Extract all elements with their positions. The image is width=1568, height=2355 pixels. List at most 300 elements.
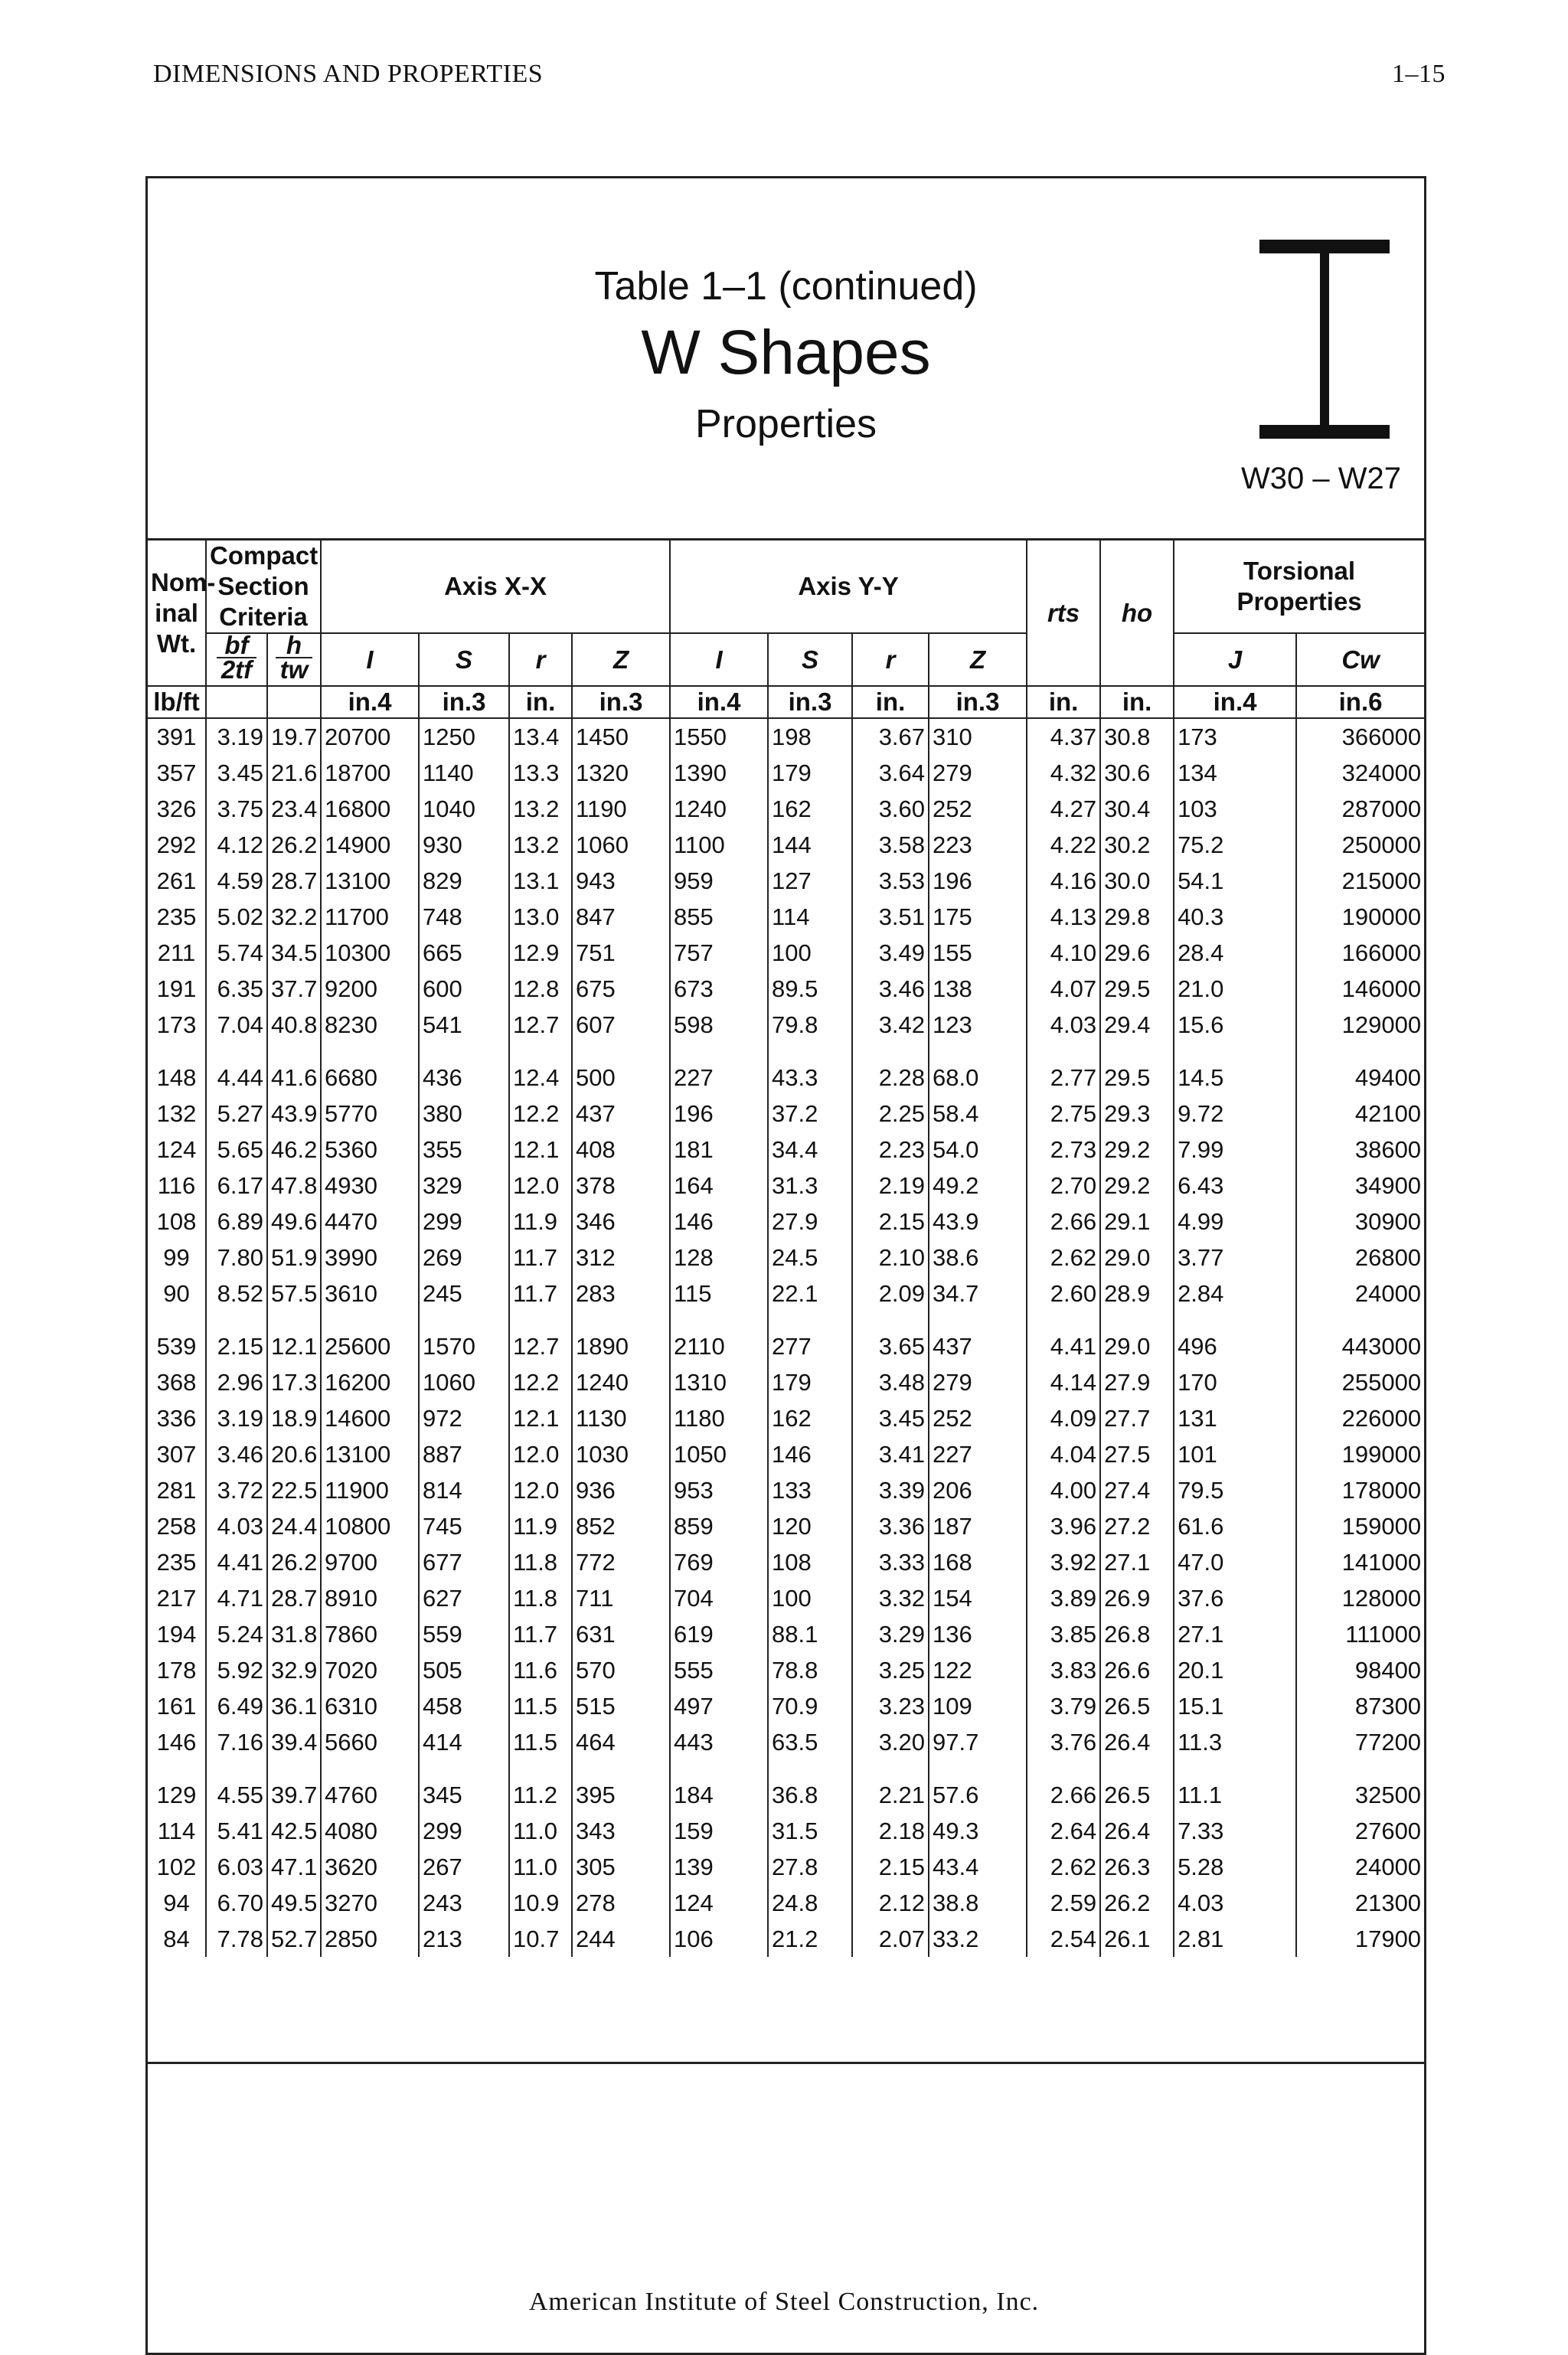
- table-cell: 4.99: [1174, 1204, 1296, 1240]
- table-cell: 141000: [1341, 1549, 1422, 1576]
- table-cell: 26.5: [1100, 1688, 1174, 1724]
- table-cell: 1310: [670, 1364, 768, 1400]
- table-subtitle: Properties: [695, 402, 877, 446]
- table-cell: 244: [572, 1921, 670, 1957]
- table-cell: 144: [768, 827, 852, 863]
- table-frame: [145, 176, 1426, 2355]
- header-cw: Cw: [1341, 645, 1380, 674]
- unit-cell: in.: [1027, 686, 1100, 718]
- table-cell: 15.1: [1174, 1688, 1296, 1724]
- gap-cell: [1100, 1043, 1174, 1060]
- table-cell: 4.09: [1027, 1400, 1100, 1436]
- table-cell: 515: [572, 1688, 670, 1724]
- table-cell: 75.2: [1174, 827, 1296, 863]
- table-cell: 6.43: [1174, 1168, 1296, 1204]
- table-cell: 4.04: [1027, 1436, 1100, 1472]
- table-cell: 959: [670, 863, 768, 899]
- table-cell: 541: [419, 1007, 509, 1043]
- gap-cell: [852, 1311, 929, 1328]
- table-cell: 217: [148, 1580, 206, 1616]
- table-cell: 4.00: [1027, 1472, 1100, 1508]
- table-cell: 943: [572, 863, 670, 899]
- gap-cell: [148, 1043, 206, 1060]
- table-cell: 2.59: [1027, 1885, 1100, 1921]
- table-cell: 79.8: [768, 1007, 852, 1043]
- gap-cell: [768, 1760, 852, 1777]
- gap-cell: [509, 1043, 572, 1060]
- table-cell: 3.19: [206, 1400, 267, 1436]
- table-cell: 40.8: [267, 1007, 321, 1043]
- table-cell: 20.6: [267, 1436, 321, 1472]
- table-cell: 39.7: [267, 1777, 321, 1813]
- gap-cell: [670, 1043, 768, 1060]
- table-cell: 47.8: [267, 1168, 321, 1204]
- table-cell: 7.33: [1174, 1813, 1296, 1849]
- table-cell: 1030: [572, 1436, 670, 1472]
- table-cell: 283: [572, 1275, 670, 1311]
- table-cell: 190000: [1341, 903, 1422, 930]
- table-cell: 2.21: [852, 1777, 929, 1813]
- table-cell: 8910: [321, 1580, 419, 1616]
- table-cell: 27.7: [1100, 1400, 1174, 1436]
- header-axis-xx: Axis X-X: [321, 541, 670, 633]
- table-title-block: [148, 263, 1424, 448]
- table-cell: 1570: [419, 1328, 509, 1364]
- table-cell: 26.9: [1100, 1580, 1174, 1616]
- gap-cell: [852, 1760, 929, 1777]
- w-shape-icon: [1259, 240, 1390, 439]
- table-cell: 21.6: [267, 755, 321, 791]
- table-cell: 675: [572, 971, 670, 1007]
- table-cell: 108: [768, 1544, 852, 1580]
- table-cell: 10300: [321, 935, 419, 971]
- table-cell: 54.1: [1174, 863, 1296, 899]
- table-cell: 11.0: [509, 1849, 572, 1885]
- table-cell: 2.77: [1027, 1060, 1100, 1096]
- table-cell: 13100: [321, 1436, 419, 1472]
- table-cell: 31.8: [267, 1616, 321, 1652]
- gap-cell: [206, 1311, 267, 1328]
- table-cell: 26.1: [1100, 1921, 1174, 1957]
- header-zx: Z: [572, 633, 670, 686]
- table-cell: 3.65: [852, 1328, 929, 1364]
- table-cell: 34.4: [768, 1132, 852, 1168]
- table-cell: 46.2: [267, 1132, 321, 1168]
- table-cell: 598: [670, 1007, 768, 1043]
- table-cell: 159: [670, 1813, 768, 1849]
- table-cell: 745: [419, 1508, 509, 1544]
- table-cell: 136: [929, 1616, 1027, 1652]
- table-cell: 7.99: [1174, 1132, 1296, 1168]
- table-cell: 235: [148, 1544, 206, 1580]
- table-cell: 26.4: [1100, 1724, 1174, 1760]
- table-cell: 4.41: [1027, 1328, 1100, 1364]
- table-cell: 11.9: [509, 1204, 572, 1240]
- table-cell: 859: [670, 1508, 768, 1544]
- table-cell: 10.7: [509, 1921, 572, 1957]
- table-cell: 3.48: [852, 1364, 929, 1400]
- table-cell: 148: [148, 1060, 206, 1096]
- table-cell: 3.92: [1027, 1544, 1100, 1580]
- table-row: [148, 1436, 1424, 1472]
- table-cell: 847: [572, 899, 670, 935]
- gap-cell: [267, 1043, 321, 1060]
- unit-cell: in.4: [1174, 686, 1296, 718]
- table-cell: 168: [929, 1544, 1027, 1580]
- table-cell: 4.12: [206, 827, 267, 863]
- gap-cell: [1174, 1043, 1296, 1060]
- table-cell: 36.8: [768, 1777, 852, 1813]
- table-cell: 269: [419, 1240, 509, 1275]
- table-cell: 98400: [1354, 1657, 1422, 1684]
- table-row: [148, 1400, 1424, 1436]
- table-row: [148, 1275, 1424, 1311]
- gap-cell: [1296, 1760, 1424, 1777]
- table-cell: 26800: [1354, 1244, 1422, 1271]
- table-cell: 4.03: [1027, 1007, 1100, 1043]
- gap-cell: [206, 1760, 267, 1777]
- table-cell: 4.32: [1027, 755, 1100, 791]
- table-cell: 3.45: [206, 755, 267, 791]
- table-cell: 215000: [1341, 867, 1422, 894]
- table-cell: 3.75: [206, 791, 267, 827]
- table-cell: 206: [929, 1472, 1027, 1508]
- table-cell: 27.1: [1174, 1616, 1296, 1652]
- header-iy: I: [670, 633, 768, 686]
- table-cell: 287000: [1341, 795, 1422, 822]
- table-cell: 28.9: [1100, 1275, 1174, 1311]
- table-cell: 146000: [1341, 975, 1422, 1002]
- table-cell: 7.78: [206, 1921, 267, 1957]
- table-cell: 2.62: [1027, 1849, 1100, 1885]
- table-cell: 18700: [321, 755, 419, 791]
- table-cell: 57.5: [267, 1275, 321, 1311]
- table-cell: 4.16: [1027, 863, 1100, 899]
- table-cell: 79.5: [1174, 1472, 1296, 1508]
- table-cell: 5.65: [206, 1132, 267, 1168]
- table-cell: 122: [929, 1652, 1027, 1688]
- table-cell: 673: [670, 971, 768, 1007]
- gap-cell: [670, 1760, 768, 1777]
- header-h: h: [276, 634, 313, 658]
- table-cell: 34.5: [267, 935, 321, 971]
- table-cell: 4.03: [1174, 1885, 1296, 1921]
- table-cell: 187: [929, 1508, 1027, 1544]
- table-cell: 500: [572, 1060, 670, 1096]
- table-cell: 11.7: [509, 1616, 572, 1652]
- table-cell: 29.2: [1100, 1132, 1174, 1168]
- table-cell: 89.5: [768, 971, 852, 1007]
- table-cell: 329: [419, 1168, 509, 1204]
- table-cell: 1320: [572, 755, 670, 791]
- table-cell: 3.45: [852, 1400, 929, 1436]
- gap-cell: [1100, 1760, 1174, 1777]
- table-cell: 49.3: [929, 1813, 1027, 1849]
- table-cell: 1240: [572, 1364, 670, 1400]
- table-cell: 2.64: [1027, 1813, 1100, 1849]
- table-cell: 1450: [572, 718, 670, 755]
- table-cell: 4.10: [1027, 935, 1100, 971]
- table-cell: 31.5: [768, 1813, 852, 1849]
- table-cell: 6.35: [206, 971, 267, 1007]
- table-cell: 54.0: [929, 1132, 1027, 1168]
- table-cell: 32.9: [267, 1652, 321, 1688]
- table-cell: 6.70: [206, 1885, 267, 1921]
- table-row: [148, 1616, 1424, 1652]
- table-cell: 8230: [321, 1007, 419, 1043]
- header-2tf: 2tf: [220, 655, 253, 684]
- gap-cell: [1027, 1760, 1100, 1777]
- table-cell: 12.2: [509, 1364, 572, 1400]
- table-cell: 20.1: [1174, 1652, 1296, 1688]
- table-cell: 100: [768, 1580, 852, 1616]
- table-cell: 49400: [1354, 1064, 1422, 1091]
- table-cell: 3.41: [852, 1436, 929, 1472]
- table-cell: 7.80: [206, 1240, 267, 1275]
- table-cell: 4.03: [206, 1508, 267, 1544]
- table-cell: 443: [670, 1724, 768, 1760]
- table-cell: 127: [768, 863, 852, 899]
- table-cell: 4.07: [1027, 971, 1100, 1007]
- table-cell: 1250: [419, 718, 509, 755]
- table-cell: 3.79: [1027, 1688, 1100, 1724]
- table-cell: 120: [768, 1508, 852, 1544]
- table-cell: 4.71: [206, 1580, 267, 1616]
- table-cell: 133: [768, 1472, 852, 1508]
- table-cell: 178000: [1341, 1477, 1422, 1504]
- table-cell: 292: [148, 827, 206, 863]
- table-row: [148, 1364, 1424, 1400]
- gap-cell: [321, 1311, 419, 1328]
- table-cell: 43.3: [768, 1060, 852, 1096]
- table-cell: 27600: [1354, 1818, 1422, 1844]
- table-cell: 114: [148, 1813, 206, 1849]
- table-cell: 123: [929, 1007, 1027, 1043]
- gap-cell: [267, 1311, 321, 1328]
- table-cell: 4.41: [206, 1544, 267, 1580]
- unit-cell: in.3: [929, 686, 1027, 718]
- table-cell: 132: [148, 1096, 206, 1132]
- header-torsional: Torsional Properties: [1174, 541, 1424, 633]
- table-cell: 17900: [1354, 1925, 1422, 1952]
- header-ho: ho: [1100, 541, 1174, 686]
- table-cell: 243: [419, 1885, 509, 1921]
- table-cell: 3620: [321, 1849, 419, 1885]
- header-sy: S: [768, 633, 852, 686]
- table-cell: 138: [929, 971, 1027, 1007]
- gap-cell: [929, 1311, 1027, 1328]
- header-bf: bf: [217, 634, 256, 658]
- table-cell: 619: [670, 1616, 768, 1652]
- table-cell: 2.62: [1027, 1240, 1100, 1275]
- table-cell: 14900: [321, 827, 419, 863]
- properties-table-wrap: [148, 538, 1424, 1957]
- table-cell: 194: [148, 1616, 206, 1652]
- table-cell: 1060: [419, 1364, 509, 1400]
- table-cell: 299: [419, 1204, 509, 1240]
- table-cell: 129000: [1341, 1011, 1422, 1038]
- table-cell: 3.60: [852, 791, 929, 827]
- table-cell: 2.15: [852, 1849, 929, 1885]
- table-cell: 29.0: [1100, 1240, 1174, 1275]
- table-cell: 24.5: [768, 1240, 852, 1275]
- table-cell: 159000: [1341, 1513, 1422, 1540]
- table-cell: 37.2: [768, 1096, 852, 1132]
- table-cell: 12.0: [509, 1168, 572, 1204]
- table-cell: 29.4: [1100, 1007, 1174, 1043]
- table-cell: 5.27: [206, 1096, 267, 1132]
- table-cell: 324000: [1341, 759, 1422, 786]
- table-cell: 366000: [1341, 723, 1422, 750]
- table-cell: 12.4: [509, 1060, 572, 1096]
- table-cell: 129: [148, 1777, 206, 1813]
- table-cell: 128: [670, 1240, 768, 1275]
- table-cell: 12.2: [509, 1096, 572, 1132]
- table-cell: 173: [1174, 718, 1296, 755]
- gap-cell: [572, 1043, 670, 1060]
- table-cell: 94: [148, 1885, 206, 1921]
- table-cell: 1040: [419, 791, 509, 827]
- table-cell: 10800: [321, 1508, 419, 1544]
- header-j: J: [1174, 633, 1296, 686]
- gap-cell: [1174, 1760, 1296, 1777]
- table-cell: 49.5: [267, 1885, 321, 1921]
- table-cell: 30.0: [1100, 863, 1174, 899]
- table-row: [148, 755, 1424, 791]
- table-cell: 357: [148, 755, 206, 791]
- gap-cell: [419, 1311, 509, 1328]
- table-cell: 29.3: [1100, 1096, 1174, 1132]
- table-cell: 930: [419, 827, 509, 863]
- gap-cell: [267, 1760, 321, 1777]
- table-cell: 3.33: [852, 1544, 929, 1580]
- table-cell: 2.15: [852, 1204, 929, 1240]
- table-row: [148, 971, 1424, 1007]
- table-cell: 3.76: [1027, 1724, 1100, 1760]
- table-cell: 1100: [670, 827, 768, 863]
- table-row: [148, 1688, 1424, 1724]
- table-cell: 829: [419, 863, 509, 899]
- table-cell: 12.7: [509, 1007, 572, 1043]
- table-cell: 199000: [1341, 1441, 1422, 1468]
- table-cell: 2.84: [1174, 1275, 1296, 1311]
- table-cell: 748: [419, 899, 509, 935]
- table-cell: 38600: [1354, 1136, 1422, 1163]
- table-cell: 267: [419, 1849, 509, 1885]
- units-row: [148, 686, 1424, 718]
- table-cell: 42100: [1354, 1100, 1422, 1127]
- gap-cell: [572, 1760, 670, 1777]
- table-cell: 2.23: [852, 1132, 929, 1168]
- table-cell: 26.3: [1100, 1849, 1174, 1885]
- table-cell: 29.2: [1100, 1168, 1174, 1204]
- table-cell: 2110: [670, 1328, 768, 1364]
- table-cell: 12.9: [509, 935, 572, 971]
- table-cell: 51.9: [267, 1240, 321, 1275]
- gap-cell: [1027, 1311, 1100, 1328]
- table-cell: 109: [929, 1688, 1027, 1724]
- table-cell: 5660: [321, 1724, 419, 1760]
- table-cell: 4470: [321, 1204, 419, 1240]
- gap-cell: [1296, 1311, 1424, 1328]
- table-title: W Shapes: [641, 318, 931, 387]
- table-cell: 26.2: [267, 1544, 321, 1580]
- table-cell: 29.8: [1100, 899, 1174, 935]
- table-cell: 3.23: [852, 1688, 929, 1724]
- gap-cell: [419, 1760, 509, 1777]
- unit-cell: in.3: [572, 686, 670, 718]
- table-cell: 3.89: [1027, 1580, 1100, 1616]
- table-cell: 131: [1174, 1400, 1296, 1436]
- table-cell: 711: [572, 1580, 670, 1616]
- table-cell: 154: [929, 1580, 1027, 1616]
- header-zy: Z: [929, 633, 1027, 686]
- table-cell: 3.83: [1027, 1652, 1100, 1688]
- gap-cell: [572, 1311, 670, 1328]
- gap-cell: [768, 1311, 852, 1328]
- table-cell: 29.5: [1100, 971, 1174, 1007]
- table-row: [148, 1724, 1424, 1760]
- table-cell: 13.2: [509, 827, 572, 863]
- table-row: [148, 1168, 1424, 1204]
- table-cell: 30.2: [1100, 827, 1174, 863]
- table-cell: 414: [419, 1724, 509, 1760]
- table-cell: 627: [419, 1580, 509, 1616]
- table-cell: 196: [670, 1096, 768, 1132]
- gap-cell: [148, 1760, 206, 1777]
- table-cell: 21.2: [768, 1921, 852, 1957]
- table-cell: 3.29: [852, 1616, 929, 1652]
- table-cell: 13.1: [509, 863, 572, 899]
- table-cell: 312: [572, 1240, 670, 1275]
- table-cell: 26.2: [267, 827, 321, 863]
- table-cell: 24.8: [768, 1885, 852, 1921]
- table-cell: 31.3: [768, 1168, 852, 1204]
- header-h-tw: [267, 633, 321, 686]
- table-cell: 30900: [1354, 1208, 1422, 1235]
- header-bf-2tf: [206, 633, 267, 686]
- gap-cell: [419, 1043, 509, 1060]
- table-cell: 252: [929, 1400, 1027, 1436]
- table-cell: 281: [148, 1472, 206, 1508]
- table-cell: 2.60: [1027, 1275, 1100, 1311]
- table-cell: 887: [419, 1436, 509, 1472]
- group-gap: [148, 1760, 1424, 1777]
- table-cell: 19.7: [267, 718, 321, 755]
- table-cell: 106: [670, 1921, 768, 1957]
- table-cell: 437: [929, 1328, 1027, 1364]
- table-cell: 235: [148, 899, 206, 935]
- table-cell: 36.1: [267, 1688, 321, 1724]
- table-cell: 1190: [572, 791, 670, 827]
- gap-cell: [929, 1043, 1027, 1060]
- table-cell: 7.04: [206, 1007, 267, 1043]
- table-cell: 43.9: [267, 1096, 321, 1132]
- table-cell: 146: [670, 1204, 768, 1240]
- table-cell: 5.28: [1174, 1849, 1296, 1885]
- table-cell: 4080: [321, 1813, 419, 1849]
- table-cell: 128000: [1341, 1585, 1422, 1612]
- table-cell: 43.4: [929, 1849, 1027, 1885]
- gap-cell: [1174, 1311, 1296, 1328]
- table-cell: 9200: [321, 971, 419, 1007]
- table-cell: 11.2: [509, 1777, 572, 1813]
- table-cell: 3270: [321, 1885, 419, 1921]
- table-cell: 2.54: [1027, 1921, 1100, 1957]
- table-cell: 3.96: [1027, 1508, 1100, 1544]
- table-cell: 191: [148, 971, 206, 1007]
- gap-cell: [509, 1311, 572, 1328]
